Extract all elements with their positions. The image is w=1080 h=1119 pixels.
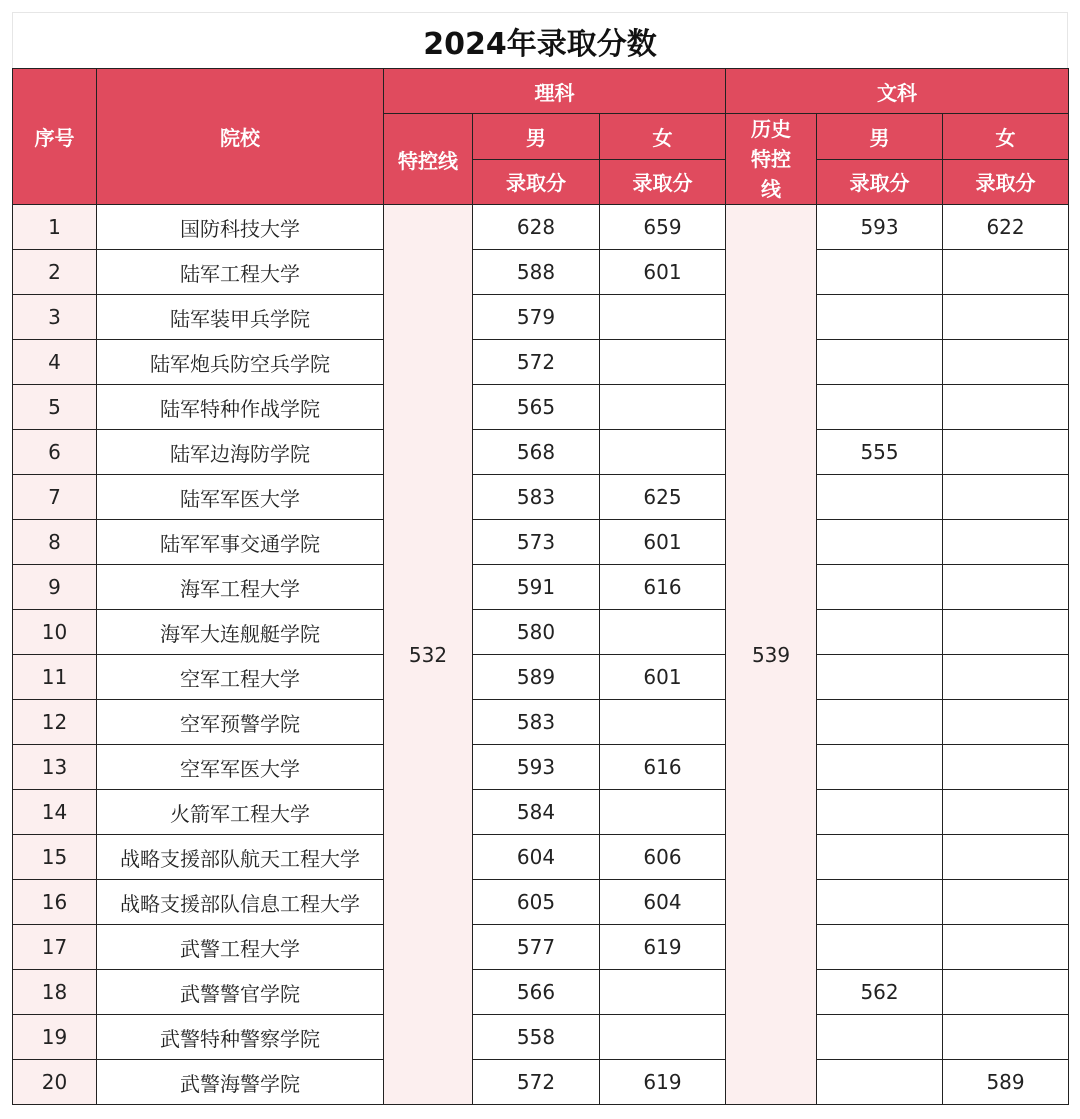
liberal-female-score — [943, 295, 1069, 340]
liberal-male-score — [817, 1015, 943, 1060]
science-female-score — [600, 1015, 726, 1060]
liberal-male-score — [817, 655, 943, 700]
row-school: 陆军工程大学 — [97, 250, 384, 295]
liberal-male-score — [817, 745, 943, 790]
row-seq: 14 — [13, 790, 97, 835]
table-row — [13, 475, 1069, 520]
liberal-female-score — [943, 745, 1069, 790]
science-female-score — [600, 385, 726, 430]
liberal-male-score — [817, 925, 943, 970]
science-female-score: 619 — [600, 1060, 726, 1105]
liberal-male-score — [817, 610, 943, 655]
row-school: 陆军军医大学 — [97, 475, 384, 520]
row-seq: 15 — [13, 835, 97, 880]
table-row — [13, 610, 1069, 655]
science-female-score — [600, 340, 726, 385]
header-science: 理科 — [384, 69, 726, 114]
row-school: 武警工程大学 — [97, 925, 384, 970]
liberal-female-score: 622 — [943, 205, 1069, 250]
science-male-score: 573 — [473, 520, 600, 565]
liberal-male-score: 562 — [817, 970, 943, 1015]
liberal-female-score — [943, 655, 1069, 700]
science-male-score: 589 — [473, 655, 600, 700]
science-female-score — [600, 295, 726, 340]
table-row — [13, 565, 1069, 610]
header-history-special-line: 历史特控线 — [726, 114, 817, 205]
science-female-score: 616 — [600, 745, 726, 790]
header-score: 录取分 — [600, 159, 726, 205]
row-seq: 2 — [13, 250, 97, 295]
page-title: 2024年录取分数 — [423, 26, 657, 62]
liberal-female-score — [943, 925, 1069, 970]
liberal-female-score — [943, 340, 1069, 385]
history-special-line-value: 539 — [726, 205, 817, 1105]
row-seq: 17 — [13, 925, 97, 970]
row-seq: 13 — [13, 745, 97, 790]
science-female-score: 606 — [600, 835, 726, 880]
science-female-score — [600, 430, 726, 475]
table-row — [13, 790, 1069, 835]
header-liberal-female: 女 — [943, 114, 1069, 160]
row-seq: 7 — [13, 475, 97, 520]
row-seq: 20 — [13, 1060, 97, 1105]
science-male-score: 593 — [473, 745, 600, 790]
header-score: 录取分 — [817, 159, 943, 205]
row-seq: 4 — [13, 340, 97, 385]
liberal-female-score — [943, 250, 1069, 295]
table-row — [13, 925, 1069, 970]
liberal-male-score — [817, 790, 943, 835]
liberal-female-score — [943, 700, 1069, 745]
table-row — [13, 295, 1069, 340]
science-male-score: 604 — [473, 835, 600, 880]
science-female-score — [600, 610, 726, 655]
header-science-special-line: 特控线 — [384, 114, 473, 205]
science-female-score — [600, 700, 726, 745]
liberal-female-score — [943, 430, 1069, 475]
liberal-female-score: 589 — [943, 1060, 1069, 1105]
header-seq: 序号 — [13, 69, 97, 205]
header-score: 录取分 — [473, 159, 600, 205]
science-male-score: 584 — [473, 790, 600, 835]
science-female-score: 601 — [600, 520, 726, 565]
row-school: 火箭军工程大学 — [97, 790, 384, 835]
header-science-female: 女 — [600, 114, 726, 160]
row-school: 陆军特种作战学院 — [97, 385, 384, 430]
row-school: 武警海警学院 — [97, 1060, 384, 1105]
science-female-score — [600, 970, 726, 1015]
title-bar — [12, 12, 1068, 68]
row-school: 陆军边海防学院 — [97, 430, 384, 475]
table-row — [13, 1015, 1069, 1060]
table-row — [13, 205, 1069, 250]
row-seq: 3 — [13, 295, 97, 340]
table-row — [13, 880, 1069, 925]
header-science-male: 男 — [473, 114, 600, 160]
header-liberal-male: 男 — [817, 114, 943, 160]
liberal-female-score — [943, 565, 1069, 610]
science-male-score: 588 — [473, 250, 600, 295]
science-female-score — [600, 790, 726, 835]
row-school: 战略支援部队航天工程大学 — [97, 835, 384, 880]
table-row — [13, 745, 1069, 790]
liberal-female-score — [943, 880, 1069, 925]
table-row — [13, 970, 1069, 1015]
row-seq: 6 — [13, 430, 97, 475]
row-school: 国防科技大学 — [97, 205, 384, 250]
liberal-female-score — [943, 835, 1069, 880]
liberal-male-score — [817, 295, 943, 340]
science-male-score: 565 — [473, 385, 600, 430]
table-row — [13, 250, 1069, 295]
liberal-male-score — [817, 700, 943, 745]
science-male-score: 577 — [473, 925, 600, 970]
row-seq: 8 — [13, 520, 97, 565]
science-female-score: 619 — [600, 925, 726, 970]
science-male-score: 566 — [473, 970, 600, 1015]
science-male-score: 568 — [473, 430, 600, 475]
row-seq: 16 — [13, 880, 97, 925]
table-row — [13, 655, 1069, 700]
science-male-score: 583 — [473, 700, 600, 745]
table-row — [13, 340, 1069, 385]
liberal-male-score — [817, 385, 943, 430]
row-seq: 12 — [13, 700, 97, 745]
row-seq: 10 — [13, 610, 97, 655]
row-school: 空军军医大学 — [97, 745, 384, 790]
science-female-score: 601 — [600, 655, 726, 700]
row-school: 武警特种警察学院 — [97, 1015, 384, 1060]
row-seq: 19 — [13, 1015, 97, 1060]
science-female-score: 601 — [600, 250, 726, 295]
liberal-male-score — [817, 340, 943, 385]
liberal-male-score — [817, 835, 943, 880]
science-special-line-value: 532 — [384, 205, 473, 1105]
liberal-female-score — [943, 385, 1069, 430]
row-school: 武警警官学院 — [97, 970, 384, 1015]
table-row — [13, 385, 1069, 430]
header-school: 院校 — [97, 69, 384, 205]
admission-score-table — [12, 68, 1069, 1105]
row-seq: 11 — [13, 655, 97, 700]
science-male-score: 579 — [473, 295, 600, 340]
row-school: 陆军炮兵防空兵学院 — [97, 340, 384, 385]
liberal-male-score — [817, 880, 943, 925]
row-school: 战略支援部队信息工程大学 — [97, 880, 384, 925]
liberal-female-score — [943, 1015, 1069, 1060]
liberal-female-score — [943, 520, 1069, 565]
row-seq: 1 — [13, 205, 97, 250]
row-school: 陆军军事交通学院 — [97, 520, 384, 565]
science-female-score: 616 — [600, 565, 726, 610]
liberal-female-score — [943, 475, 1069, 520]
row-school: 空军预警学院 — [97, 700, 384, 745]
row-school: 海军工程大学 — [97, 565, 384, 610]
science-male-score: 572 — [473, 340, 600, 385]
table-row — [13, 1060, 1069, 1105]
table-row — [13, 520, 1069, 565]
liberal-female-score — [943, 970, 1069, 1015]
row-seq: 5 — [13, 385, 97, 430]
row-school: 海军大连舰艇学院 — [97, 610, 384, 655]
liberal-female-score — [943, 610, 1069, 655]
table-row — [13, 430, 1069, 475]
row-school: 空军工程大学 — [97, 655, 384, 700]
liberal-male-score — [817, 1060, 943, 1105]
science-male-score: 628 — [473, 205, 600, 250]
liberal-male-score — [817, 565, 943, 610]
header-liberal: 文科 — [726, 69, 1069, 114]
liberal-male-score — [817, 475, 943, 520]
liberal-male-score — [817, 250, 943, 295]
science-female-score: 604 — [600, 880, 726, 925]
science-male-score: 580 — [473, 610, 600, 655]
liberal-male-score: 593 — [817, 205, 943, 250]
science-female-score: 625 — [600, 475, 726, 520]
science-male-score: 583 — [473, 475, 600, 520]
liberal-male-score: 555 — [817, 430, 943, 475]
table-row — [13, 700, 1069, 745]
row-school: 陆军装甲兵学院 — [97, 295, 384, 340]
row-seq: 9 — [13, 565, 97, 610]
science-male-score: 558 — [473, 1015, 600, 1060]
liberal-male-score — [817, 520, 943, 565]
table-row — [13, 835, 1069, 880]
science-male-score: 572 — [473, 1060, 600, 1105]
header-score: 录取分 — [943, 159, 1069, 205]
science-male-score: 605 — [473, 880, 600, 925]
science-female-score: 659 — [600, 205, 726, 250]
science-male-score: 591 — [473, 565, 600, 610]
row-seq: 18 — [13, 970, 97, 1015]
liberal-female-score — [943, 790, 1069, 835]
